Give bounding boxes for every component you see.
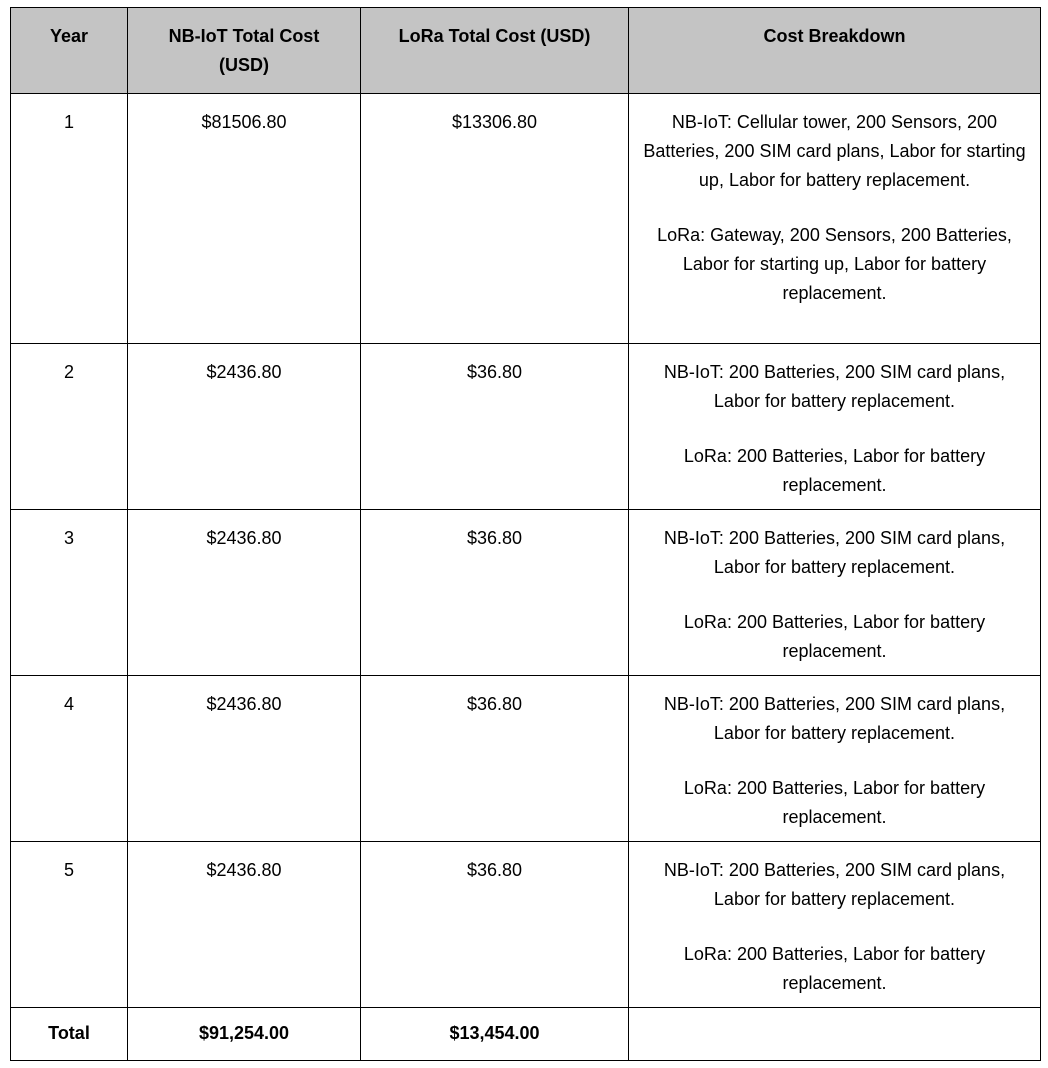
breakdown-nbiot-text: NB-IoT: Cellular tower, 200 Sensors, 200 Batteries, 200 SIM card plans, Labor for starting up, Labor for battery replacement. bbox=[643, 112, 1026, 190]
table-row bbox=[11, 676, 1041, 842]
nbiot-cost-cell: $2436.80 bbox=[128, 676, 361, 842]
total-lora-cell: $13,454.00 bbox=[361, 1008, 629, 1061]
breakdown-lora-text: LoRa: Gateway, 200 Sensors, 200 Batteries, Labor for starting up, Labor for battery replacement. bbox=[657, 225, 1012, 303]
table-row bbox=[11, 510, 1041, 676]
lora-cost-cell: $36.80 bbox=[361, 510, 629, 676]
table-row bbox=[11, 94, 1041, 344]
breakdown-cell bbox=[629, 842, 1041, 1008]
breakdown-cell bbox=[629, 94, 1041, 344]
breakdown-nbiot-text: NB-IoT: 200 Batteries, 200 SIM card plans, Labor for battery replacement. bbox=[663, 362, 1006, 411]
year-cell: 2 bbox=[11, 344, 128, 510]
header-year: Year bbox=[11, 8, 128, 94]
breakdown-lora-text: LoRa: 200 Batteries, Labor for battery replacement. bbox=[683, 446, 986, 495]
header-row bbox=[11, 8, 1041, 94]
breakdown-nbiot-text: NB-IoT: 200 Batteries, 200 SIM card plans, Labor for battery replacement. bbox=[663, 694, 1006, 743]
table-header bbox=[11, 8, 1041, 94]
lora-cost-cell: $36.80 bbox=[361, 842, 629, 1008]
breakdown-cell bbox=[629, 676, 1041, 842]
total-nbiot-cell: $91,254.00 bbox=[128, 1008, 361, 1061]
lora-cost-cell: $13306.80 bbox=[361, 94, 629, 344]
nbiot-cost-cell: $2436.80 bbox=[128, 842, 361, 1008]
table-row bbox=[11, 842, 1041, 1008]
nbiot-cost-cell: $2436.80 bbox=[128, 344, 361, 510]
lora-cost-cell: $36.80 bbox=[361, 344, 629, 510]
year-cell: 1 bbox=[11, 94, 128, 344]
total-label-cell: Total bbox=[11, 1008, 128, 1061]
breakdown-lora-text: LoRa: 200 Batteries, Labor for battery replacement. bbox=[683, 778, 986, 827]
breakdown-nbiot-text: NB-IoT: 200 Batteries, 200 SIM card plans, Labor for battery replacement. bbox=[663, 860, 1006, 909]
nbiot-cost-cell: $2436.80 bbox=[128, 510, 361, 676]
breakdown-cell bbox=[629, 344, 1041, 510]
total-breakdown-cell bbox=[629, 1008, 1041, 1061]
table-body bbox=[11, 94, 1041, 1061]
breakdown-nbiot-text: NB-IoT: 200 Batteries, 200 SIM card plans, Labor for battery replacement. bbox=[663, 528, 1006, 577]
breakdown-lora-text: LoRa: 200 Batteries, Labor for battery replacement. bbox=[683, 944, 986, 993]
cost-table-container bbox=[10, 7, 1041, 1061]
header-nbiot-total-cost: NB-IoT Total Cost (USD) bbox=[128, 8, 361, 94]
total-row bbox=[11, 1008, 1041, 1061]
lora-cost-cell: $36.80 bbox=[361, 676, 629, 842]
header-lora-total-cost: LoRa Total Cost (USD) bbox=[361, 8, 629, 94]
header-cost-breakdown: Cost Breakdown bbox=[629, 8, 1041, 94]
table-row bbox=[11, 344, 1041, 510]
breakdown-lora-text: LoRa: 200 Batteries, Labor for battery replacement. bbox=[683, 612, 986, 661]
year-cell: 4 bbox=[11, 676, 128, 842]
cost-comparison-table bbox=[10, 7, 1041, 1061]
nbiot-cost-cell: $81506.80 bbox=[128, 94, 361, 344]
year-cell: 5 bbox=[11, 842, 128, 1008]
year-cell: 3 bbox=[11, 510, 128, 676]
breakdown-cell bbox=[629, 510, 1041, 676]
